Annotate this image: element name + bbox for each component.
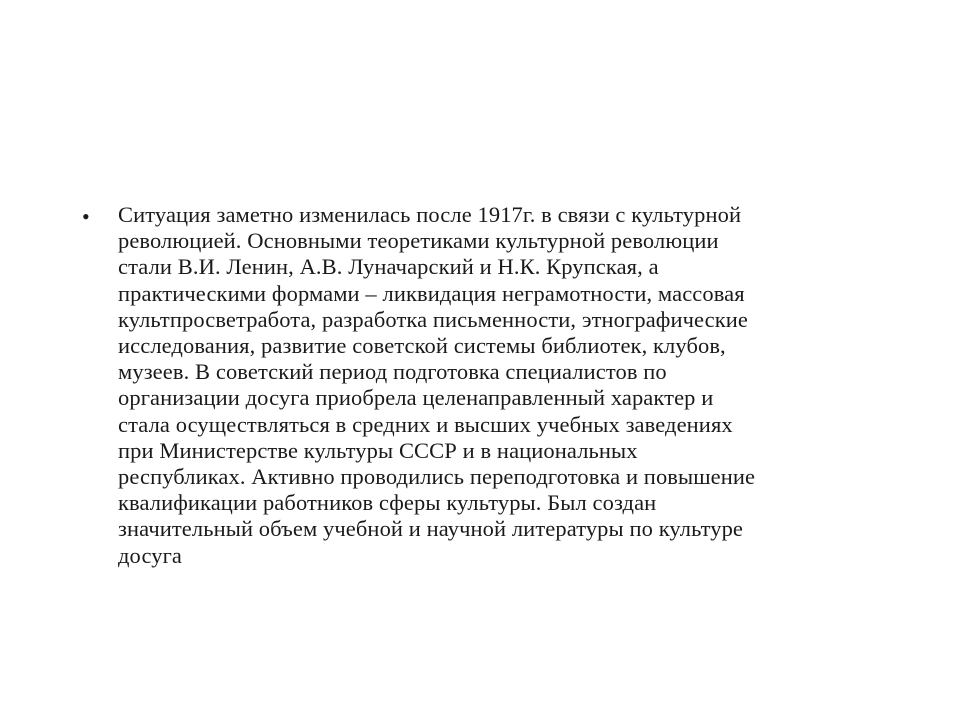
bullet-item [82, 202, 882, 569]
bullet-text: Ситуация заметно изменилась после 1917г. в связи с культурной революцией. Основными теоретиками культурной революции стали В.И. Ленин, А.В. Луначарский и Н.К. Крупская, а практическими формами – ликвидация неграмотности, массовая культпросветработа, разработка письменности, этнографические исследования, развитие советской системы библиотек, клубов, музеев. В советский период подготовка специалистов по организации досуга приобрела целенаправленный характер и стала осуществляться в средних и высших учебных заведениях при Министерстве культуры СССР и в национальных республиках. Активно проводились переподготовка и повышение квалификации работников сферы культуры. Был создан значительный объем учебной и научной литературы по культуре досуга [118, 202, 756, 568]
bullet-list [82, 202, 882, 569]
bullet-marker: • [82, 204, 90, 229]
